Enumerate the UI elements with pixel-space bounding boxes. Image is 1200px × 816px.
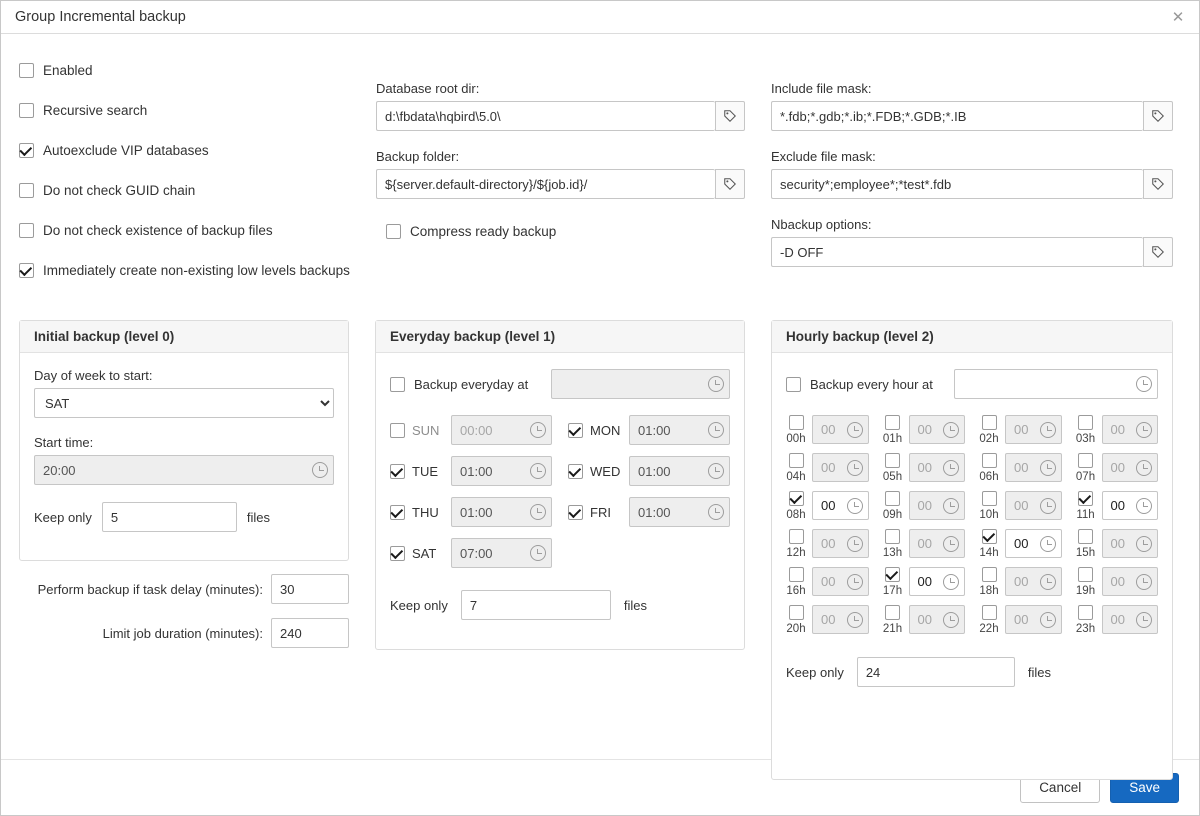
checkbox-hour-14[interactable]: [982, 529, 997, 544]
weekday-time-sat[interactable]: [451, 538, 552, 568]
hour-cell-23[interactable]: [1076, 605, 1159, 635]
clock-icon[interactable]: [1040, 612, 1056, 628]
masks-group: [771, 81, 1173, 267]
weekday-label-mon: MON: [590, 422, 621, 438]
hour-time-12[interactable]: [812, 529, 869, 558]
hour-cell-20[interactable]: [786, 605, 869, 635]
checkbox-hour-10[interactable]: [982, 491, 997, 506]
weekday-grid: [390, 415, 730, 568]
day-of-week-label: Day of week to start:: [34, 368, 153, 383]
hour-time-value-10: 00: [1014, 498, 1029, 513]
hour-cell-12[interactable]: [786, 529, 869, 559]
panel-title-everyday-backup: Everyday backup (level 1): [376, 321, 744, 353]
hour-cell-13[interactable]: [883, 529, 966, 559]
checkbox-hour-06[interactable]: [982, 453, 997, 468]
clock-icon[interactable]: [1136, 536, 1152, 552]
checkbox-sun[interactable]: [390, 423, 405, 438]
checkbox-hour-08[interactable]: [789, 491, 804, 506]
exclude-mask-label: Exclude file mask:: [771, 149, 876, 164]
tag-icon-svg: [723, 109, 737, 123]
clock-icon[interactable]: [943, 574, 959, 590]
nbackup-options-label: Nbackup options:: [771, 217, 872, 232]
close-icon[interactable]: ✕: [1171, 9, 1185, 26]
weekday-time-sun[interactable]: [451, 415, 552, 445]
checkbox-hour-11[interactable]: [1078, 491, 1093, 506]
hour-cell-14[interactable]: [979, 529, 1062, 559]
hour-label-20: 20h: [786, 623, 806, 635]
hour-time-value-22: 00: [1014, 612, 1029, 627]
hour-cell-01[interactable]: [883, 415, 966, 445]
hour-cell-21[interactable]: [883, 605, 966, 635]
checkbox-hour-12[interactable]: [789, 529, 804, 544]
weekday-time-wed[interactable]: [629, 456, 730, 486]
checkbox-hour-17[interactable]: [885, 567, 900, 582]
hour-label-10: 10h: [979, 509, 999, 521]
checkbox-label-autoexclude-vip: Autoexclude VIP databases: [43, 142, 209, 158]
hour-time-20[interactable]: [812, 605, 869, 634]
checkbox-row-compress-ready-backup[interactable]: [386, 219, 745, 243]
hour-time-value-07: 00: [1110, 460, 1125, 475]
hour-time-07[interactable]: [1102, 453, 1159, 482]
checkbox-hour-21[interactable]: [885, 605, 900, 620]
hour-time-value-21: 00: [917, 612, 932, 627]
hour-label-03: 03h: [1075, 433, 1096, 445]
clock-icon[interactable]: [708, 422, 724, 438]
checkbox-guid-chain[interactable]: [19, 183, 34, 198]
clock-icon[interactable]: [708, 504, 724, 520]
hour-time-11[interactable]: [1102, 491, 1159, 520]
nbackup-options-input[interactable]: -D OFF: [771, 237, 1143, 267]
keep-only-input-level2[interactable]: 24: [857, 657, 1015, 687]
weekday-label-tue: TUE: [412, 463, 438, 479]
exclude-mask-input[interactable]: security*;employee*;*test*.fdb: [771, 169, 1143, 199]
hour-time-value-14: 00: [1014, 536, 1029, 551]
files-label-level0: files: [246, 509, 270, 525]
checkbox-label-compress-ready-backup: Compress ready backup: [410, 223, 557, 239]
checkbox-hour-13[interactable]: [885, 529, 900, 544]
hour-cell-08[interactable]: [786, 491, 869, 521]
checkbox-label-enabled: Enabled: [43, 62, 93, 78]
hour-time-value-23: 00: [1110, 612, 1125, 627]
checkbox-fri[interactable]: [568, 505, 583, 520]
start-time-value: 20:00: [43, 462, 76, 478]
hour-label-18: 18h: [979, 585, 999, 597]
hour-time-06[interactable]: [1005, 453, 1062, 482]
checkbox-hour-07[interactable]: [1078, 453, 1093, 468]
panel-everyday-backup: [375, 320, 745, 650]
hour-cell-16[interactable]: [786, 567, 869, 597]
hour-time-02[interactable]: [1005, 415, 1062, 444]
checkbox-row-immediate-low-levels[interactable]: [19, 250, 359, 290]
hour-cell-22[interactable]: [979, 605, 1062, 635]
weekday-time-thu[interactable]: [451, 497, 552, 527]
hour-time-value-15: 00: [1110, 536, 1125, 551]
clock-icon[interactable]: [312, 462, 328, 478]
backup-every-hour-label: Backup every hour at: [810, 376, 933, 392]
checkbox-hour-02[interactable]: [982, 415, 997, 430]
tag-icon-svg: [1151, 109, 1165, 123]
hour-time-23[interactable]: [1102, 605, 1159, 634]
hour-cell-07[interactable]: [1076, 453, 1159, 483]
hour-cell-15[interactable]: [1076, 529, 1159, 559]
hour-label-11: 11h: [1076, 509, 1095, 521]
checkbox-hour-05[interactable]: [885, 453, 900, 468]
weekday-row-fri[interactable]: [568, 497, 730, 527]
hour-time-03[interactable]: [1102, 415, 1159, 444]
start-time-label: Start time:: [34, 435, 94, 450]
hour-time-value-08: 00: [821, 498, 836, 513]
backup-every-hour-row[interactable]: [786, 369, 1158, 399]
checkbox-hour-04[interactable]: [789, 453, 804, 468]
hour-label-07: 07h: [1075, 471, 1096, 483]
clock-icon[interactable]: [847, 498, 863, 514]
hour-label-19: 19h: [1075, 585, 1096, 597]
options-group: [19, 50, 359, 290]
limit-duration-row: [19, 618, 349, 648]
checkbox-row-existence-backup-files[interactable]: [19, 210, 359, 250]
hour-time-08[interactable]: [812, 491, 869, 520]
tag-icon[interactable]: [1143, 101, 1173, 131]
panel-body-hourly-backup: [772, 353, 1172, 699]
panel-hourly-backup: [771, 320, 1173, 780]
weekday-time-value-tue: 01:00: [460, 463, 493, 479]
clock-icon[interactable]: [708, 376, 724, 392]
panel-body-everyday-backup: [376, 353, 744, 632]
keep-only-row-level2: [786, 657, 1158, 687]
weekday-time-value-fri: 01:00: [638, 504, 671, 520]
tag-icon[interactable]: [715, 169, 745, 199]
hour-time-19[interactable]: [1102, 567, 1159, 596]
hour-cell-04[interactable]: [786, 453, 869, 483]
hour-label-06: 06h: [979, 471, 999, 483]
hour-time-09[interactable]: [909, 491, 966, 520]
dialog-body: [1, 34, 1199, 759]
include-mask-label: Include file mask:: [771, 81, 872, 96]
hour-label-17: 17h: [882, 585, 903, 597]
clock-icon[interactable]: [1136, 498, 1152, 514]
weekday-time-value-mon: 01:00: [638, 422, 671, 438]
clock-icon[interactable]: [1136, 574, 1152, 590]
checkbox-label-existence-backup-files: Do not check existence of backup files: [43, 222, 273, 238]
clock-icon[interactable]: [1040, 498, 1056, 514]
checkbox-hour-01[interactable]: [885, 415, 900, 430]
hour-time-value-16: 00: [821, 574, 836, 589]
clock-icon[interactable]: [1040, 574, 1056, 590]
clock-icon[interactable]: [847, 574, 863, 590]
hour-time-value-11: 00: [1110, 498, 1125, 513]
include-mask-input[interactable]: *.fdb;*.gdb;*.ib;*.FDB;*.GDB;*.IB: [771, 101, 1143, 131]
clock-icon[interactable]: [943, 422, 959, 438]
clock-icon[interactable]: [943, 460, 959, 476]
include-mask-field-group[interactable]: [771, 101, 1173, 131]
clock-icon[interactable]: [1040, 422, 1056, 438]
checkbox-hour-00[interactable]: [789, 415, 804, 430]
checkbox-backup-every-hour[interactable]: [786, 377, 801, 392]
clock-icon[interactable]: [708, 463, 724, 479]
limit-duration-label: Limit job duration (minutes):: [102, 625, 263, 641]
hour-label-16: 16h: [786, 585, 806, 597]
level0-extra-fields: [19, 574, 349, 648]
checkbox-hour-16[interactable]: [789, 567, 804, 582]
hour-time-13[interactable]: [909, 529, 966, 558]
hour-label-21: 21h: [882, 623, 903, 635]
checkbox-hour-09[interactable]: [885, 491, 900, 506]
hour-time-01[interactable]: [909, 415, 966, 444]
weekday-row-wed[interactable]: [568, 456, 730, 486]
hour-label-15: 15h: [1075, 547, 1096, 559]
task-delay-input[interactable]: 30: [271, 574, 349, 604]
exclude-mask-field-group[interactable]: [771, 169, 1173, 199]
tag-icon-svg: [1151, 177, 1165, 191]
day-of-week-select[interactable]: [34, 388, 334, 418]
hour-cell-11[interactable]: [1076, 491, 1159, 521]
panel-title-hourly-backup: Hourly backup (level 2): [772, 321, 1172, 353]
clock-icon[interactable]: [847, 612, 863, 628]
paths-group: [376, 81, 745, 243]
checkbox-wed[interactable]: [568, 464, 583, 479]
checkbox-compress-ready-backup[interactable]: [386, 224, 401, 239]
tag-icon[interactable]: [715, 101, 745, 131]
keep-only-input-level1[interactable]: 7: [461, 590, 611, 620]
clock-icon[interactable]: [530, 545, 546, 561]
weekday-label-sat: SAT: [412, 545, 437, 561]
hour-grid: [786, 415, 1158, 635]
weekday-label-sun: SUN: [412, 422, 440, 438]
tag-icon[interactable]: [1143, 169, 1173, 199]
weekday-label-fri: FRI: [590, 504, 611, 520]
hour-time-value-09: 00: [917, 498, 932, 513]
hour-time-value-06: 00: [1014, 460, 1029, 475]
checkbox-hour-15[interactable]: [1078, 529, 1093, 544]
hour-time-value-04: 00: [821, 460, 836, 475]
clock-icon[interactable]: [530, 422, 546, 438]
hour-time-16[interactable]: [812, 567, 869, 596]
weekday-label-wed: WED: [590, 463, 621, 479]
panel-body-initial-backup: [20, 353, 348, 544]
files-label-level1: files: [623, 597, 647, 613]
backup-folder-input[interactable]: ${server.default-directory}/${job.id}/: [376, 169, 715, 199]
hour-label-08: 08h: [786, 509, 806, 521]
checkbox-hour-18[interactable]: [982, 567, 997, 582]
files-label-level2: files: [1027, 664, 1051, 680]
checkbox-row-recursive-search[interactable]: [19, 90, 359, 130]
hour-time-value-18: 00: [1014, 574, 1029, 589]
backup-everyday-time-input[interactable]: [551, 369, 730, 399]
backup-folder-field-group[interactable]: [376, 169, 745, 199]
hour-label-09: 09h: [882, 509, 903, 521]
hour-time-value-19: 00: [1110, 574, 1125, 589]
clock-icon[interactable]: [1136, 422, 1152, 438]
keep-only-row-level0: [34, 502, 334, 532]
weekday-time-fri[interactable]: [629, 497, 730, 527]
checkbox-recursive-search[interactable]: [19, 103, 34, 118]
checkbox-backup-everyday[interactable]: [390, 377, 405, 392]
checkbox-immediate-low-levels[interactable]: [19, 263, 34, 278]
clock-icon[interactable]: [847, 422, 863, 438]
hour-time-05[interactable]: [909, 453, 966, 482]
checkbox-row-guid-chain[interactable]: [19, 170, 359, 210]
backup-every-hour-time-input[interactable]: [954, 369, 1158, 399]
checkbox-row-autoexclude-vip[interactable]: [19, 130, 359, 170]
keep-only-label-level2: Keep only: [786, 664, 844, 680]
save-button[interactable]: Save: [1110, 773, 1179, 803]
weekday-row-tue[interactable]: [390, 456, 552, 486]
hour-time-value-05: 00: [917, 460, 932, 475]
backup-everyday-row[interactable]: [390, 369, 730, 399]
checkbox-existence-backup-files[interactable]: [19, 223, 34, 238]
checkbox-sat[interactable]: [390, 546, 405, 561]
hour-time-15[interactable]: [1102, 529, 1159, 558]
hour-cell-18[interactable]: [979, 567, 1062, 597]
hour-label-00: 00h: [786, 433, 806, 445]
db-root-label: Database root dir:: [376, 81, 480, 96]
clock-icon[interactable]: [1136, 460, 1152, 476]
hour-time-04[interactable]: [812, 453, 869, 482]
weekday-time-value-sat: 07:00: [460, 545, 493, 561]
hour-label-14: 14h: [979, 547, 999, 559]
hour-time-value-12: 00: [821, 536, 836, 551]
clock-icon[interactable]: [1136, 612, 1152, 628]
weekday-time-tue[interactable]: [451, 456, 552, 486]
checkbox-autoexclude-vip[interactable]: [19, 143, 34, 158]
hour-label-05: 05h: [882, 471, 903, 483]
checkbox-mon[interactable]: [568, 423, 583, 438]
clock-icon[interactable]: [1040, 536, 1056, 552]
checkbox-row-enabled[interactable]: [19, 50, 359, 90]
hour-time-value-01: 00: [917, 422, 932, 437]
hour-time-18[interactable]: [1005, 567, 1062, 596]
clock-icon[interactable]: [530, 504, 546, 520]
clock-icon[interactable]: [1040, 460, 1056, 476]
titlebar: [1, 1, 1199, 34]
window-title: Group Incremental backup: [15, 9, 186, 25]
hour-cell-17[interactable]: [883, 567, 966, 597]
checkbox-enabled[interactable]: [19, 63, 34, 78]
hour-cell-10[interactable]: [979, 491, 1062, 521]
cancel-button[interactable]: Cancel: [1020, 773, 1100, 803]
nbackup-options-field-group[interactable]: [771, 237, 1173, 267]
tag-icon-svg: [1151, 245, 1165, 259]
db-root-field-group[interactable]: [376, 101, 745, 131]
hour-time-14[interactable]: [1005, 529, 1062, 558]
checkbox-label-recursive-search: Recursive search: [43, 102, 148, 118]
keep-only-label-level0: Keep only: [34, 509, 92, 525]
hour-cell-00[interactable]: [786, 415, 869, 445]
hour-cell-02[interactable]: [979, 415, 1062, 445]
hour-label-23: 23h: [1075, 623, 1096, 635]
weekday-row-thu[interactable]: [390, 497, 552, 527]
hour-label-12: 12h: [786, 547, 806, 559]
hour-label-02: 02h: [979, 433, 999, 445]
checkbox-tue[interactable]: [390, 464, 405, 479]
weekday-time-value-thu: 01:00: [460, 504, 493, 520]
hour-label-01: 01h: [882, 433, 903, 445]
hour-time-value-00: 00: [821, 422, 836, 437]
weekday-row-mon[interactable]: [568, 415, 730, 445]
weekday-row-sat[interactable]: [390, 538, 552, 568]
hour-time-value-13: 00: [917, 536, 932, 551]
hour-cell-19[interactable]: [1076, 567, 1159, 597]
hour-label-13: 13h: [882, 547, 903, 559]
hour-cell-03[interactable]: [1076, 415, 1159, 445]
panel-initial-backup: [19, 320, 349, 561]
checkbox-hour-19[interactable]: [1078, 567, 1093, 582]
hour-time-22[interactable]: [1005, 605, 1062, 634]
checkbox-hour-22[interactable]: [982, 605, 997, 620]
task-delay-row: [19, 574, 349, 604]
keep-only-input-level0[interactable]: 5: [102, 502, 237, 532]
weekday-time-value-wed: 01:00: [638, 463, 671, 479]
hour-cell-09[interactable]: [883, 491, 966, 521]
checkbox-label-immediate-low-levels: Immediately create non-existing low levels backups: [43, 262, 350, 278]
checkbox-hour-23[interactable]: [1078, 605, 1093, 620]
hour-time-value-17: 00: [917, 574, 932, 589]
checkbox-label-guid-chain: Do not check GUID chain: [43, 182, 196, 198]
hour-time-value-02: 00: [1014, 422, 1029, 437]
tag-icon-svg: [723, 177, 737, 191]
clock-icon[interactable]: [530, 463, 546, 479]
keep-only-label-level1: Keep only: [390, 597, 448, 613]
checkbox-hour-20[interactable]: [789, 605, 804, 620]
checkbox-hour-03[interactable]: [1078, 415, 1093, 430]
clock-icon[interactable]: [943, 498, 959, 514]
keep-only-row-level1: [390, 590, 730, 620]
backup-folder-label: Backup folder:: [376, 149, 460, 164]
clock-icon[interactable]: [943, 612, 959, 628]
weekday-row-sun[interactable]: [390, 415, 552, 445]
weekday-label-thu: THU: [412, 504, 439, 520]
hour-time-value-03: 00: [1110, 422, 1125, 437]
hour-time-17[interactable]: [909, 567, 966, 596]
weekday-time-value-sun: 00:00: [460, 422, 493, 438]
clock-icon[interactable]: [943, 536, 959, 552]
hour-time-00[interactable]: [812, 415, 869, 444]
clock-icon[interactable]: [1136, 376, 1152, 392]
hour-label-22: 22h: [979, 623, 999, 635]
limit-duration-input[interactable]: 240: [271, 618, 349, 648]
backup-everyday-label: Backup everyday at: [414, 376, 529, 392]
hour-cell-05[interactable]: [883, 453, 966, 483]
hour-time-21[interactable]: [909, 605, 966, 634]
checkbox-thu[interactable]: [390, 505, 405, 520]
start-time-input[interactable]: [34, 455, 334, 485]
tag-icon[interactable]: [1143, 237, 1173, 267]
weekday-time-mon[interactable]: [629, 415, 730, 445]
task-delay-label: Perform backup if task delay (minutes):: [37, 581, 263, 597]
hour-time-value-20: 00: [821, 612, 836, 627]
clock-icon[interactable]: [847, 460, 863, 476]
hour-cell-06[interactable]: [979, 453, 1062, 483]
panel-title-initial-backup: Initial backup (level 0): [20, 321, 348, 353]
hour-time-10[interactable]: [1005, 491, 1062, 520]
db-root-input[interactable]: d:\fbdata\hqbird\5.0\: [376, 101, 715, 131]
clock-icon[interactable]: [847, 536, 863, 552]
hour-label-04: 04h: [786, 471, 806, 483]
